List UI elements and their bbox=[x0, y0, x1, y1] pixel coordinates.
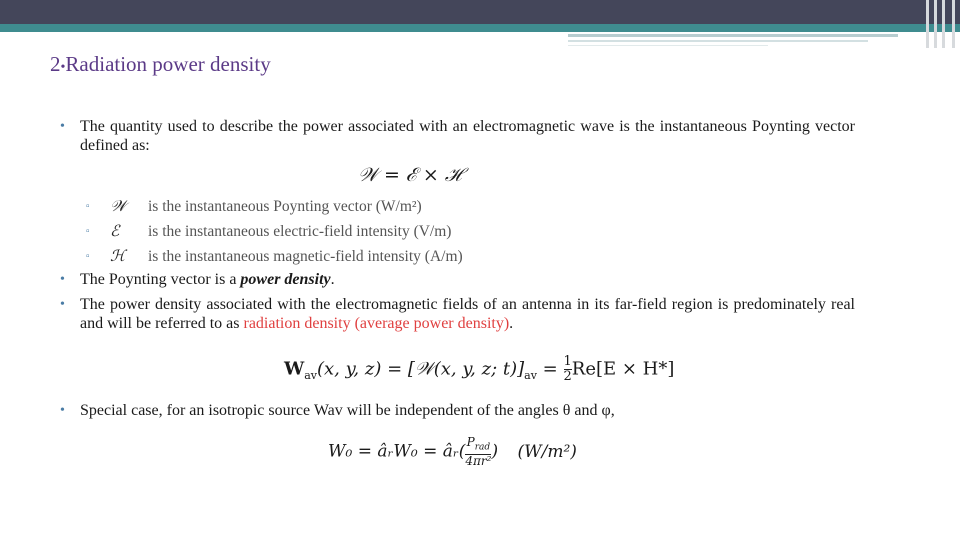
frac-num: 1 bbox=[563, 354, 572, 369]
definitions-list bbox=[60, 194, 855, 269]
bullet-text: The power density associated with the electromagnetic fields of an antenna in its far-field region is predominately real and will be referred to as bbox=[80, 296, 855, 332]
frac-num-sub: rad bbox=[474, 442, 491, 453]
definition-text: is the instantaneous electric-field intensity (V/m) bbox=[148, 223, 452, 240]
sub-bullet-marker: ▫ bbox=[86, 226, 90, 237]
symbol-h: ℋ bbox=[110, 247, 126, 265]
frac-den: 2 bbox=[563, 369, 572, 384]
symbol-w: 𝒲 bbox=[110, 197, 127, 215]
definition-item bbox=[60, 194, 855, 219]
equation-poynting bbox=[358, 166, 960, 193]
sub-bullet-marker: ▫ bbox=[86, 251, 90, 262]
eq-right: Re[E × H*] bbox=[571, 358, 675, 380]
title-dot: • bbox=[60, 60, 66, 75]
sub-bullet-marker: ▫ bbox=[86, 201, 90, 212]
eq-av2: av bbox=[524, 369, 537, 383]
eq3-close: ) bbox=[491, 441, 499, 462]
definition-text: is the instantaneous Poynting vector (W/m²) bbox=[148, 198, 422, 215]
bullet-text-end: . bbox=[509, 315, 514, 332]
top-banner-bar bbox=[0, 0, 960, 24]
bullet-isotropic bbox=[60, 401, 855, 420]
eq3-fraction bbox=[465, 436, 491, 468]
title-text: Radiation power density bbox=[65, 52, 271, 76]
eq-fraction-half bbox=[564, 355, 572, 384]
highlight-text: radiation density (average power density) bbox=[243, 315, 510, 332]
eq-w: W bbox=[284, 358, 305, 380]
definition-item bbox=[60, 244, 855, 269]
bullet-radiation-density bbox=[60, 295, 855, 333]
corner-decoration bbox=[922, 0, 960, 48]
eq-equals: = bbox=[542, 358, 558, 380]
eq-av: av bbox=[304, 369, 317, 383]
bullet-poynting-intro bbox=[60, 117, 855, 155]
slide-title bbox=[50, 52, 271, 77]
definition-item bbox=[60, 219, 855, 244]
eq3-units: (W/m²) bbox=[517, 441, 577, 462]
definition-text: is the instantaneous magnetic-field intensity (A/m) bbox=[148, 248, 463, 265]
equation-text: 𝒲 = ℰ × ℋ bbox=[358, 164, 462, 186]
title-number: 2 bbox=[50, 52, 61, 76]
equation-isotropic bbox=[328, 436, 960, 476]
bullet-power-density bbox=[60, 270, 855, 289]
frac-den: 4πr² bbox=[465, 454, 492, 469]
bullet-text: Special case, for an isotropic source Wav will be independent of the angles θ and φ, bbox=[80, 402, 615, 419]
eq3-left: W₀ = âᵣW₀ = âᵣ( bbox=[328, 441, 466, 462]
bullet-text: The Poynting vector is a bbox=[80, 271, 241, 288]
slide-body bbox=[60, 117, 855, 476]
eq-mid: (x, y, z) = [𝒲(x, y, z; t)] bbox=[317, 358, 525, 380]
bullet-text: The quantity used to describe the power associated with an electromagnetic wave is the instantaneous Poynting vector defined as: bbox=[80, 118, 855, 154]
emphasis-text: power density bbox=[240, 271, 331, 288]
frac-num: P bbox=[466, 435, 475, 449]
bullet-text-end: . bbox=[330, 271, 335, 288]
symbol-e: ℰ bbox=[110, 222, 120, 240]
top-teal-stripe bbox=[0, 24, 960, 32]
decorative-lines bbox=[568, 32, 960, 48]
equation-average-power bbox=[284, 355, 960, 397]
